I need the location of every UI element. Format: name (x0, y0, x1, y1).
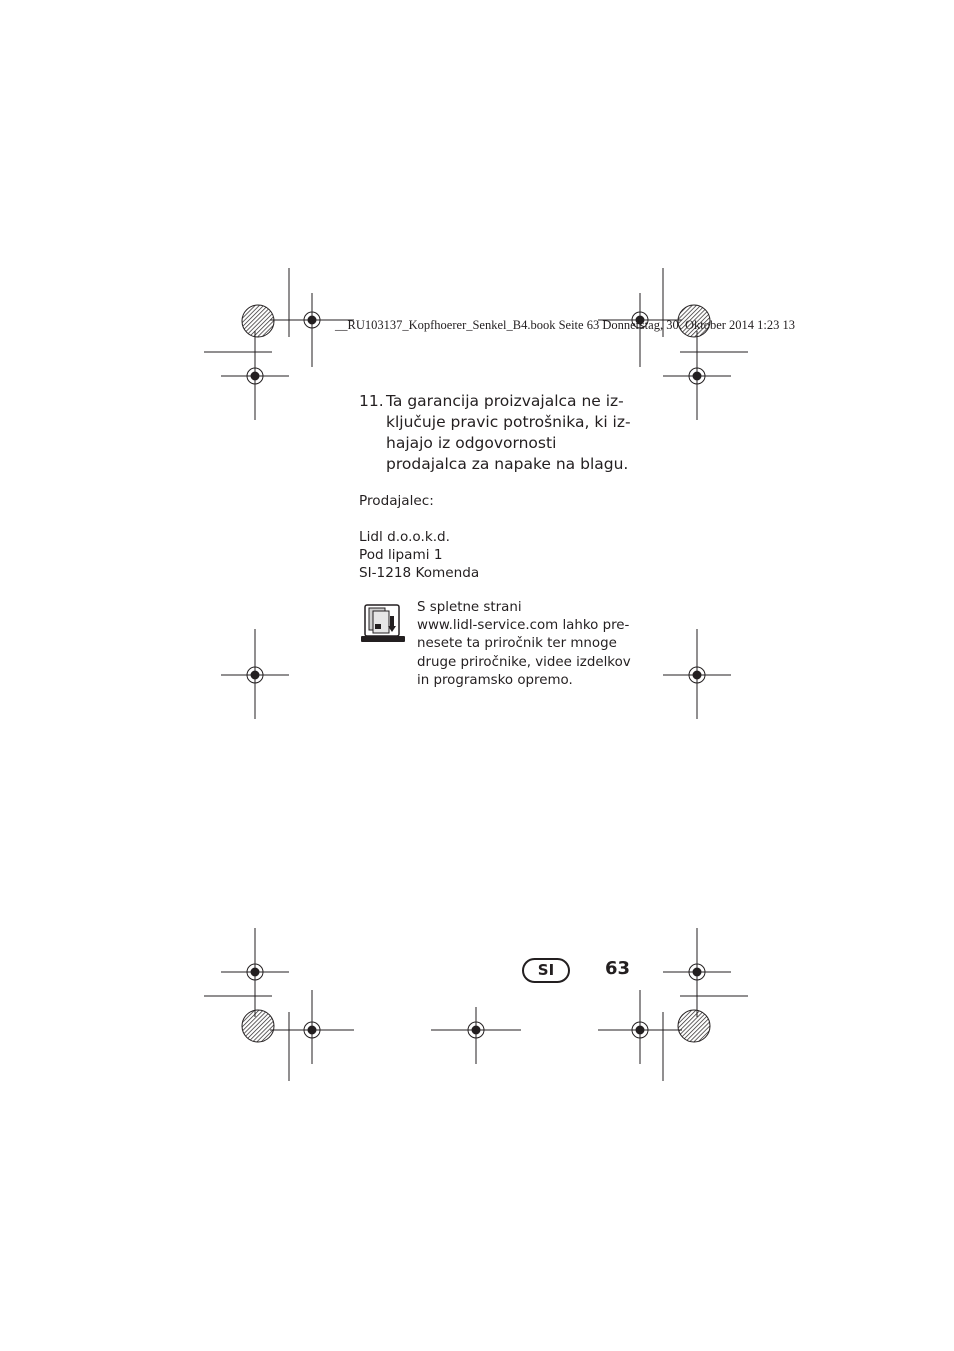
item-text: Ta garancija proizvajalca ne iz- ključuje pravic potrošnika, ki iz- hajajo iz odgovornosti prodajalca za napake na blagu. (386, 392, 631, 473)
registration-mark (221, 629, 289, 719)
star-target (242, 1010, 274, 1042)
download-manual-icon (360, 602, 406, 644)
registration-mark (663, 928, 731, 1017)
seller-name: Lidl d.o.o.k.d. (359, 529, 450, 545)
item-number: 11. (359, 392, 384, 410)
registration-mark (598, 990, 682, 1064)
seller-street: Pod lipami 1 (359, 547, 443, 563)
registration-mark (221, 928, 289, 1017)
warranty-item-11 (359, 391, 639, 475)
download-info-text: S spletne strani www.lidl-service.com lahko pre- nesete ta priročnik ter mnoge druge priročnike, videe izdelkov in programsko opremo. (417, 600, 631, 688)
registration-mark (431, 1007, 521, 1064)
seller-label: Prodajalec: (359, 493, 434, 509)
registration-mark (221, 331, 289, 420)
page-number: 63 (605, 958, 631, 979)
registration-mark (663, 331, 731, 420)
file-info-header: __RU103137_Kopfhoerer_Senkel_B4.book Seite 63 Donnerstag, 30. Oktober 2014 1:23 13 (335, 318, 796, 332)
registration-mark (663, 629, 731, 719)
language-badge: SI (522, 958, 570, 983)
seller-city: SI-1218 Komenda (359, 565, 480, 581)
star-target (678, 1010, 710, 1042)
registration-mark (270, 990, 354, 1064)
star-target (242, 305, 274, 337)
